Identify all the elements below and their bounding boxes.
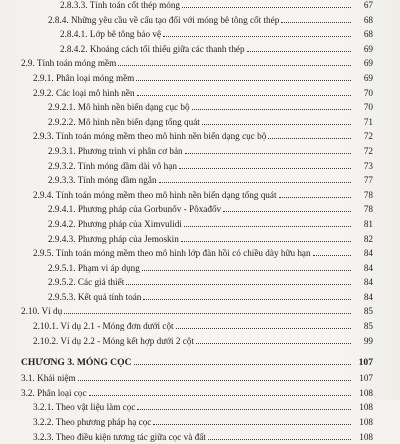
toc-entry-line: [48, 275, 373, 290]
toc-entry-title: 2.8.4.1. Lớp bê tông bảo vệ: [60, 29, 162, 40]
toc-page-number: 78: [363, 204, 373, 215]
toc-entry[interactable]: [0, 13, 400, 28]
toc-entry-line: [48, 261, 373, 276]
toc-entry[interactable]: [0, 173, 400, 188]
toc-entry-title: 2.9.2. Các loại mô hình nền: [33, 87, 135, 98]
toc-entry[interactable]: [0, 56, 400, 71]
toc-entry[interactable]: [0, 232, 400, 247]
toc-page-number: 108: [359, 402, 373, 413]
toc-entry-line: [33, 246, 373, 261]
toc-entry-line: [21, 371, 373, 386]
toc-entry[interactable]: [0, 400, 400, 415]
toc-entry-title: 2.8.3.3. Tính toán cốt thép móng: [60, 0, 181, 10]
toc-entry-line: [33, 86, 373, 101]
toc-entry-title: 2.9.5. Tính toán móng mềm theo mô hình lớp đàn hồi có chiều dày hữu hạn: [33, 248, 311, 259]
toc-entry-title: 2.10. Ví dụ: [21, 306, 63, 317]
toc-entry-line: [48, 173, 373, 188]
toc-entry-line: [21, 386, 373, 401]
toc-entry-title: 2.10.2. Ví dụ 2.2 - Móng kết hợp dưới 2 cột: [33, 335, 195, 346]
toc-entry[interactable]: [0, 71, 400, 86]
toc-page-number: 85: [363, 321, 373, 332]
toc-entry[interactable]: [0, 290, 400, 305]
toc-entry[interactable]: [0, 202, 400, 217]
toc-dot-leader: [118, 56, 351, 66]
toc-entry-title: 2.9.2.2. Mô hình nền biến dạng tổng quát: [48, 116, 200, 127]
toc-page-number: 107: [359, 373, 373, 384]
toc-dot-leader: [64, 304, 351, 314]
toc-page-number: 72: [363, 145, 373, 156]
toc-entry-line: [33, 430, 373, 444]
toc-entry[interactable]: [0, 42, 400, 57]
toc-entry-line: [60, 27, 373, 42]
toc-entry[interactable]: [0, 159, 400, 174]
toc-dot-leader: [78, 371, 351, 381]
toc-dot-leader: [202, 115, 351, 125]
toc-entry-title: 2.10.1. Ví dụ 2.1 - Móng đơn dưới cột: [33, 321, 174, 332]
toc-entry-title: 2.9.3.1. Phương trình vi phân cơ bản: [48, 145, 183, 156]
toc-dot-leader: [223, 202, 351, 212]
toc-dot-leader: [143, 290, 351, 300]
toc-dot-leader: [163, 27, 351, 37]
toc-entry[interactable]: [0, 386, 400, 401]
toc-dot-leader: [159, 173, 351, 183]
toc-entry-line: [33, 334, 373, 349]
toc-entry-line: [33, 188, 373, 203]
toc-dot-leader: [268, 129, 351, 139]
toc-dot-leader: [247, 42, 351, 52]
toc-dot-leader: [182, 0, 351, 8]
toc-entry-title: 3.2.3. Theo điều kiện tương tác giữa cọc và đất: [33, 431, 206, 442]
toc-entry-title: 3.1. Khái niệm: [21, 373, 76, 384]
toc-page-number: 70: [363, 102, 373, 113]
toc-dot-leader: [185, 144, 351, 154]
toc-page-number: 84: [363, 291, 373, 302]
toc-page-number: 82: [363, 233, 373, 244]
toc-entry-line: [33, 415, 373, 430]
toc-entry-line: [48, 290, 373, 305]
toc-page-number: 108: [359, 417, 373, 428]
toc-entry-title: 2.8.4.2. Khoảng cách tối thiểu giữa các thanh thép: [60, 43, 245, 54]
toc-entry[interactable]: [0, 27, 400, 42]
toc-dot-leader: [142, 261, 351, 271]
toc-entry-title: 2.9.4.1. Phương pháp của Gorbunốv - Pôxađốv: [48, 204, 222, 215]
toc-entry[interactable]: [0, 371, 400, 386]
toc-page-number: 99: [363, 335, 373, 346]
toc-entry-title: 2.9.3.2. Tính móng dầm dài vô hạn: [48, 160, 177, 171]
toc-page-number: 67: [363, 0, 373, 10]
toc-dot-leader: [176, 319, 351, 329]
toc-entry-line: [48, 217, 373, 232]
toc-dot-leader: [137, 86, 351, 96]
toc-page-number: 77: [363, 175, 373, 186]
toc-entry[interactable]: [0, 0, 400, 13]
toc-dot-leader: [89, 386, 351, 396]
toc-dot-leader: [137, 400, 351, 410]
toc-entry[interactable]: [0, 217, 400, 232]
toc-entry-line: [33, 319, 373, 334]
toc-entry[interactable]: [0, 415, 400, 430]
toc-entry[interactable]: [0, 144, 400, 159]
toc-entry-line: [21, 304, 373, 319]
toc-page-number: 69: [363, 72, 373, 83]
toc-entry[interactable]: [0, 319, 400, 334]
toc-entry-line: [33, 400, 373, 415]
toc-entry[interactable]: [0, 115, 400, 130]
toc-entry[interactable]: [0, 246, 400, 261]
toc-entry[interactable]: [0, 188, 400, 203]
toc-entry-title: 2.9.4.3. Phương pháp của Jemoskin: [48, 233, 179, 244]
toc-page-number: 84: [363, 262, 373, 273]
toc-entry-line: [60, 0, 373, 13]
toc-dot-leader: [192, 100, 351, 110]
toc-page-number: 72: [363, 131, 373, 142]
toc-entry-title: 2.9.3. Tính toán móng mềm theo mô hình nền biến dạng cục bộ: [33, 131, 267, 142]
toc-entry-title: 2.9.1. Phân loại móng mềm: [33, 72, 135, 83]
toc-entry[interactable]: [0, 261, 400, 276]
toc-page-number: 71: [363, 116, 373, 127]
toc-dot-leader: [313, 246, 351, 256]
toc-entry[interactable]: [0, 334, 400, 349]
toc-entry-title: 2.9.3.3. Tính móng dầm ngắn: [48, 175, 157, 186]
toc-entry-title: 2.9.4.2. Phương pháp của Ximvulidi: [48, 218, 182, 229]
toc-page-number: 84: [363, 277, 373, 288]
toc-entry-title: 2.9.4. Tính toán móng mềm theo mô hình nền biến dạng tổng quát: [33, 189, 277, 200]
toc-entry-line: [48, 13, 373, 28]
toc-entry-line: [33, 71, 373, 86]
toc-entry-line: [48, 202, 373, 217]
toc-entry-line: [21, 355, 373, 371]
toc-page-number: 73: [363, 160, 373, 171]
toc-entry[interactable]: [0, 86, 400, 101]
toc-entry-title: 2.9.5.1. Phạm vi áp dụng: [48, 262, 140, 273]
toc-entry-title: 3.2. Phân loại cọc: [21, 387, 87, 398]
toc-dot-leader: [134, 355, 352, 365]
toc-dot-leader: [281, 13, 351, 23]
toc-dot-leader: [208, 430, 351, 440]
toc-dot-leader: [184, 217, 351, 227]
toc-dot-leader: [153, 415, 351, 425]
toc-entry-line: [48, 100, 373, 115]
toc-dot-leader: [196, 334, 351, 344]
toc-page-number: 108: [359, 431, 373, 442]
toc-entry-title: 2.9.5.2. Các giả thiết: [48, 277, 125, 288]
toc-page-number: 68: [363, 14, 373, 25]
toc-page-number: 69: [363, 58, 373, 69]
toc-dot-leader: [136, 71, 351, 81]
toc-entry[interactable]: [0, 430, 400, 444]
toc-page-number: 78: [363, 189, 373, 200]
toc-entry-line: [33, 129, 373, 144]
toc-page-number: 84: [363, 248, 373, 259]
toc-page-number: 85: [363, 306, 373, 317]
toc-dot-leader: [126, 275, 351, 285]
toc-entry-title: 2.9.2.1. Mô hình nền biến dạng cục bộ: [48, 102, 190, 113]
toc-page-number: 70: [363, 87, 373, 98]
toc-dot-leader: [179, 159, 351, 169]
toc-entry-title: 2.9. Tính toán móng mềm: [21, 58, 117, 69]
toc-entry[interactable]: [0, 275, 400, 290]
toc-entry-title: 3.2.1. Theo vật liệu làm cọc: [33, 402, 136, 413]
toc-page-number: 108: [359, 387, 373, 398]
toc-page-number: 69: [363, 43, 373, 54]
toc-entry-title: 2.9.5.3. Kết quả tính toán: [48, 291, 142, 302]
toc-dot-leader: [279, 188, 351, 198]
toc-entry[interactable]: [0, 129, 400, 144]
toc-entry-title: CHƯƠNG 3. MÓNG CỌC: [21, 357, 132, 369]
toc-entry[interactable]: [0, 304, 400, 319]
toc-entry-line: [48, 115, 373, 130]
toc-entry-title: 2.8.4. Những yêu cầu về cấu tạo đối với móng bê tông cốt thép: [48, 14, 280, 25]
toc-page-number: 81: [363, 218, 373, 229]
toc-dot-leader: [181, 232, 351, 242]
toc-entry-line: [60, 42, 373, 57]
toc-page-number: 107: [358, 357, 373, 369]
toc-entry-title: 3.2.2. Theo phương pháp hạ cọc: [33, 417, 152, 428]
toc-chapter-heading[interactable]: [0, 355, 400, 371]
toc-entry-line: [21, 56, 373, 71]
toc-entry-line: [48, 144, 373, 159]
toc-entry[interactable]: [0, 100, 400, 115]
section-gap: [0, 348, 400, 355]
toc-page-number: 68: [363, 29, 373, 40]
toc-entry-line: [48, 159, 373, 174]
toc-entry-line: [48, 232, 373, 247]
